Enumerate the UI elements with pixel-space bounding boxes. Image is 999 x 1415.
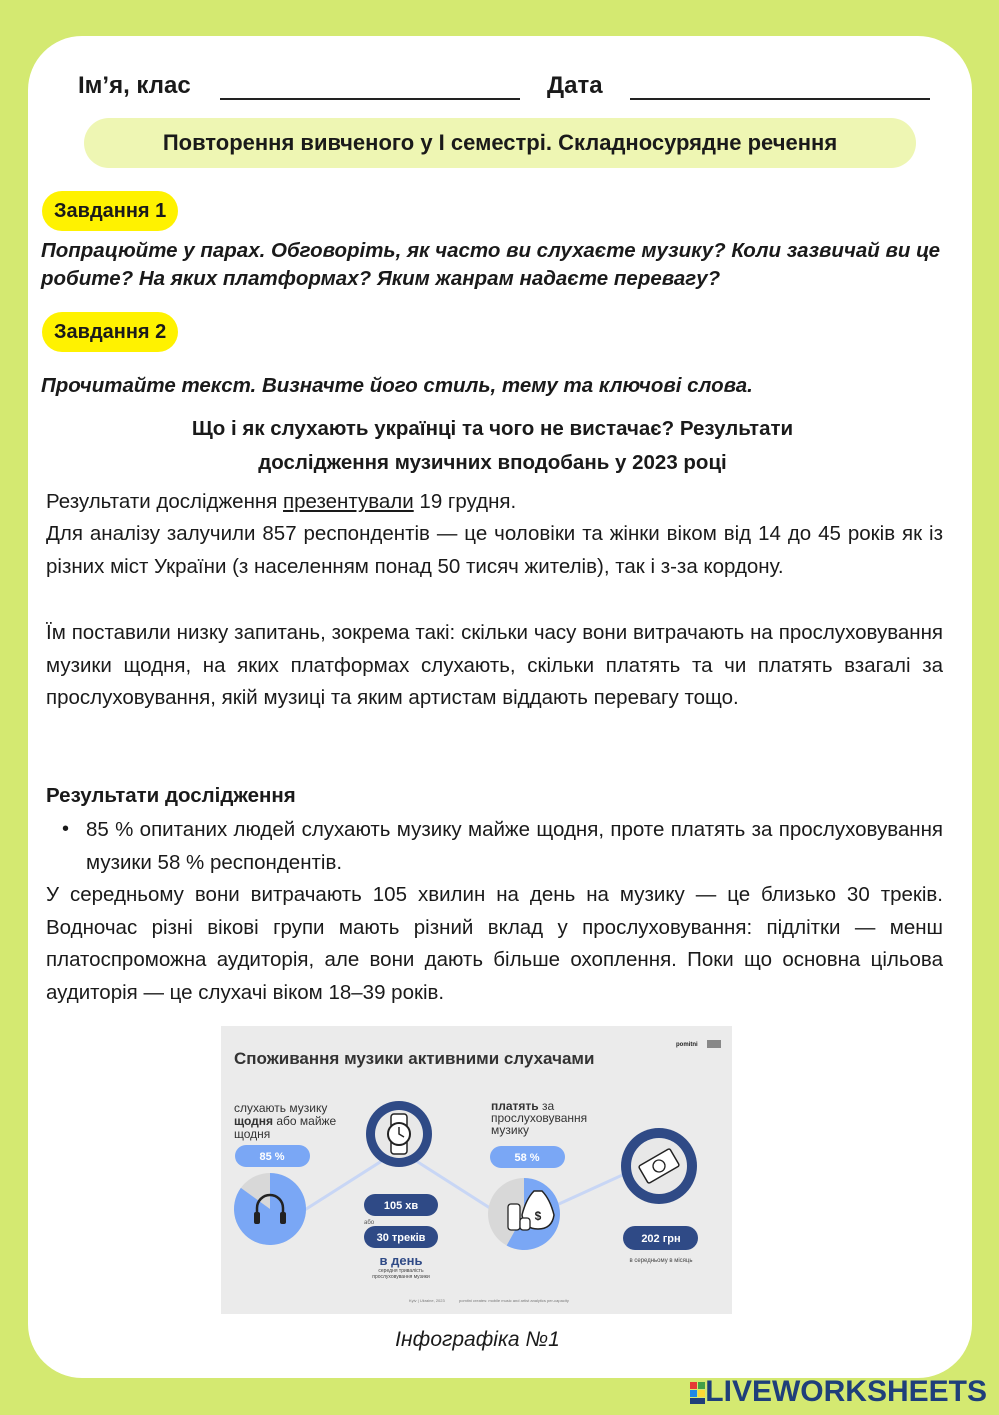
uah-value: 202 грн [641,1233,681,1245]
infographic-title: Споживання музики активними слухачами [234,1049,595,1068]
or-text: або [364,1220,375,1226]
date-line[interactable] [630,98,930,100]
footer-right: pomitni creates: mobile music and artist analytics per-capacity [459,1298,569,1303]
infographic [221,1026,732,1314]
pay-label-line2: прослуховування [491,1111,588,1125]
daily-label-line3: щодня [234,1127,271,1141]
paragraph-2: Для аналізу залучили 857 респондентів — це чоловіки та жінки віком від 14 до 45 років як із різних міст України (з населенням понад 50 тисяч жителів), так і з-за кордону. [46,522,943,578]
daily-label-line1: слухають музику [234,1101,328,1115]
p1-underlined-word: презентували [283,490,414,513]
paragraph-3: Їм поставили низку запитань, зокрема такі: скільки часу вони витрачають на прослуховування музики щодня, на яких платформах слухають, скільки платять та чи платять взагалі за прослуховування, якій музиці та яким артистам віддають перевагу тощо. [46,621,943,709]
daily-percent: 85 % [259,1151,285,1163]
uah-note: в середньому в місяць [629,1258,693,1264]
paragraph-1 [46,486,943,519]
date-label: Дата [547,72,603,99]
infographic-logo: pomitni [676,1042,698,1048]
p1-text-after: 19 грудня. [413,490,517,513]
task1-label: Завдання 1 [42,191,178,231]
results-heading: Результати дослідження [46,784,296,807]
pay-label-line3: музику [491,1123,529,1137]
daily-label-line2: щодня або майже [234,1114,337,1128]
tracks-value: 30 треків [376,1232,426,1244]
infographic-caption: Інфографіка №1 [395,1328,560,1351]
coin-stack-small-icon [520,1218,530,1230]
task2-instruction: Прочитайте текст. Визначте його стиль, тему та ключові слова. [41,374,753,397]
liveworksheets-brand[interactable]: LIVEWORKSHEETS [705,1375,987,1408]
infographic-logo-mark [707,1040,721,1048]
bullet-dot: • [62,818,70,840]
footer-left: Kyiv | Ukraine, 2023 [409,1298,445,1303]
worksheet-title: Повторення вивченого у I семестрі. Складносурядне речення [84,118,916,168]
article-title-line2: дослідження музичних вподобань у 2023 році [258,451,727,474]
dollar-sign: $ [534,1209,542,1223]
avg-note-2: прослуховування музики [372,1274,430,1280]
minutes-value: 105 хв [383,1200,419,1212]
headphones-icon-right [280,1212,286,1224]
article-title [100,412,885,480]
per-day-label: в день [379,1253,423,1268]
coin-stack-icon [508,1204,520,1230]
avg-note-1: середня тривалість [378,1268,424,1274]
paragraph-4: У середньому вони витрачають 105 хвилин на день на музику — це близько 30 треків. Водночас різні вікові групи мають різний вклад у прослуховування: підлітки — менш платоспроможна аудиторія, але вони дають більше охоплення. Поки що основна цільова аудиторія — це слухачі віком 18–39 років. [46,883,943,1004]
name-class-label: Ім’я, клас [78,72,191,99]
article-title-line1: Що і як слухають українці та чого не вистачає? Результати [191,417,794,440]
task1-instruction: Попрацюйте у парах. Обговоріть, як часто ви слухаєте музику? Коли зазвичай ви це робите? На яких платформах? Яким жанрам надаєте перевагу? [41,239,940,290]
pay-label-line1: платять за [491,1099,555,1113]
p1-text-before: Результати дослідження [46,490,284,513]
task2-label: Завдання 2 [42,312,178,352]
pay-percent: 58 % [514,1152,540,1164]
bullet-item: 85 % опитаних людей слухають музику майже щодня, проте платять за прослуховування музики 58 % респондентів. [86,818,943,874]
name-class-line[interactable] [220,98,520,100]
headphones-icon-left [254,1212,260,1224]
